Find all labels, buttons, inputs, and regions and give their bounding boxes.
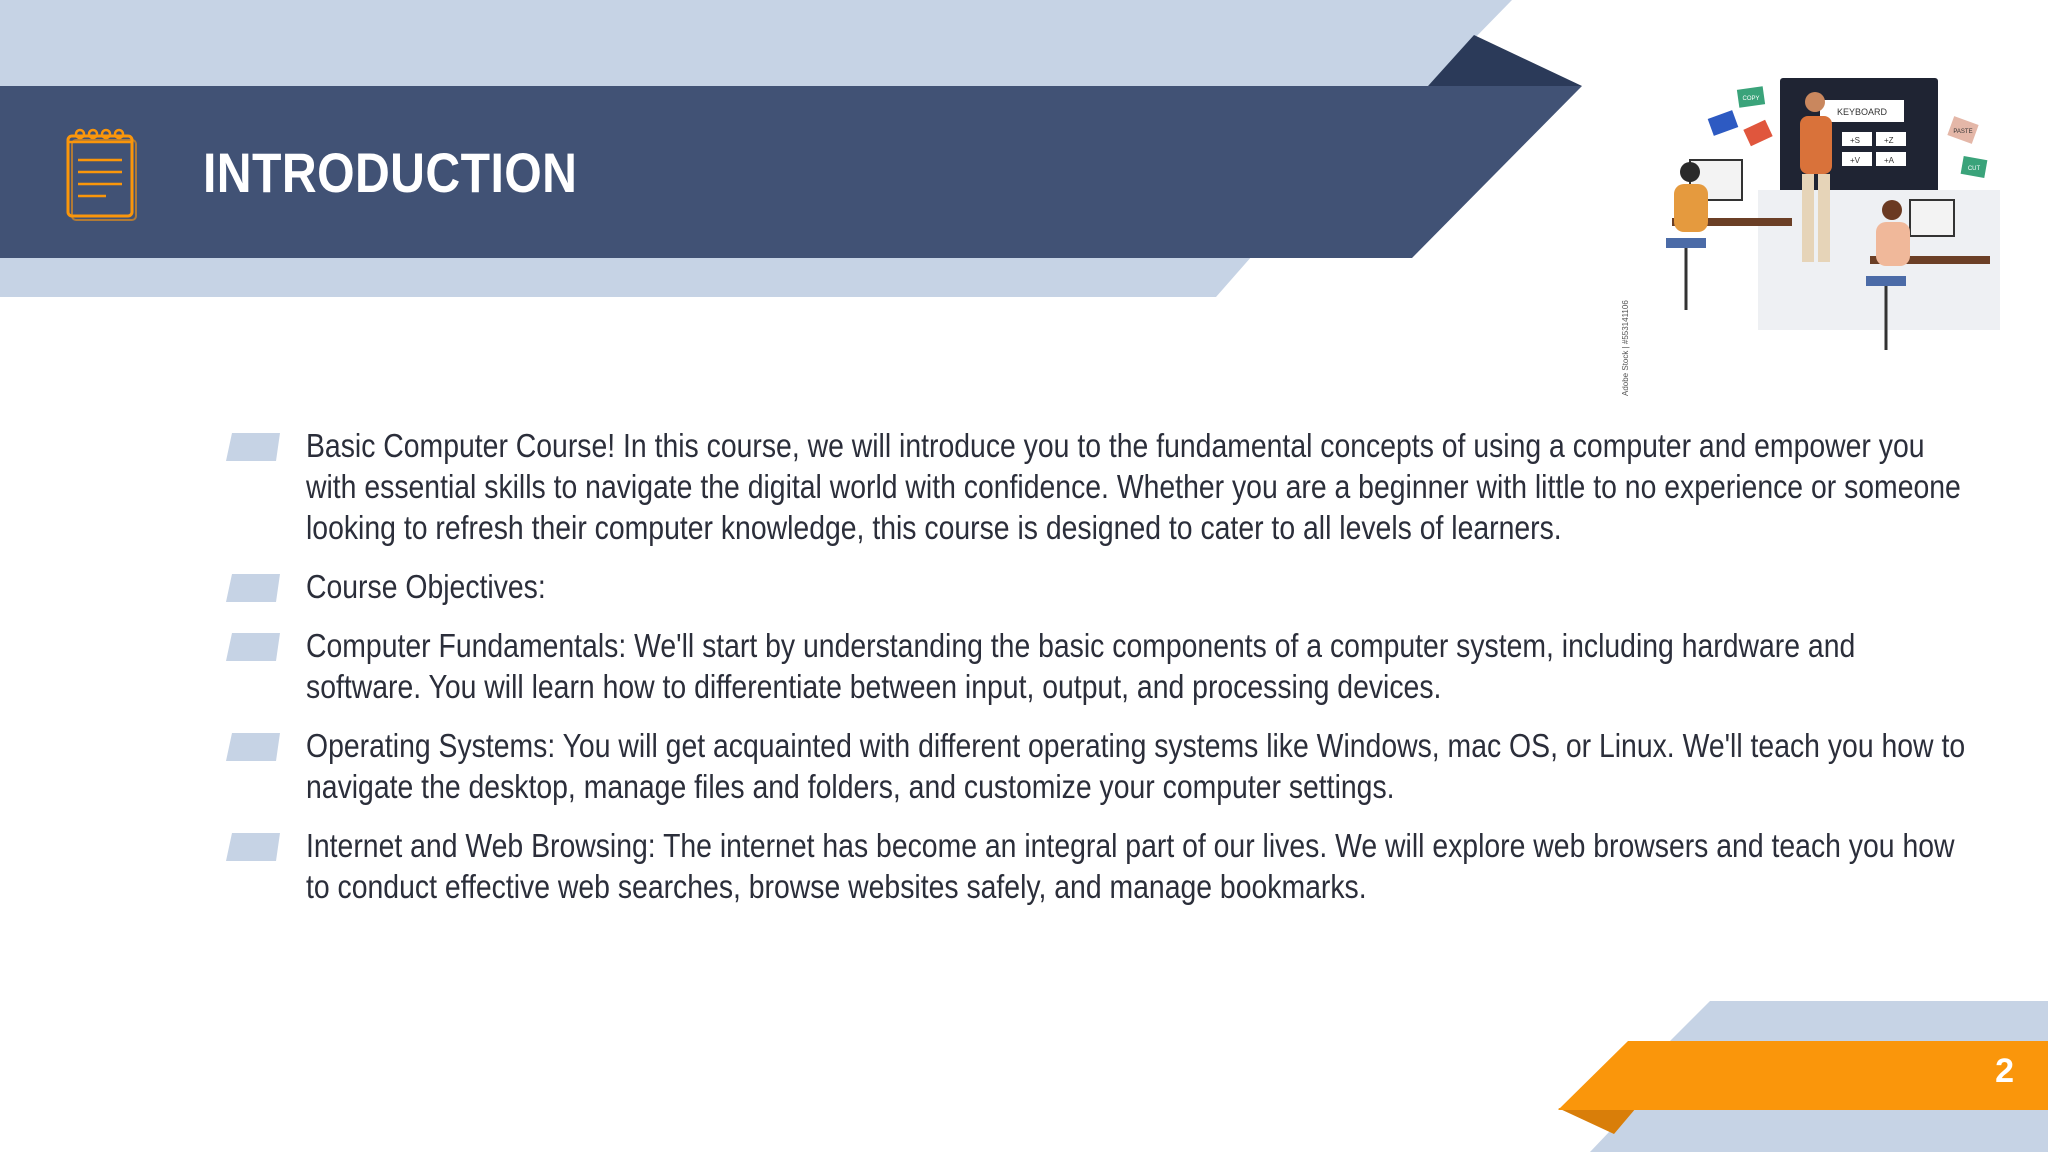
svg-text:+V: +V <box>1850 156 1861 165</box>
bullet-marker-icon <box>226 431 280 463</box>
computer-class-illustration <box>1610 70 2010 400</box>
list-item <box>226 425 1986 548</box>
list-item <box>226 725 1986 807</box>
header-light-band-bottom <box>0 256 1252 297</box>
bullet-text: Basic Computer Course! In this course, we will introduce you to the fundamental concepts of using a computer and empower you with essential skills to navigate the digital world with confidence. Whether you are a beginner with little to no experience or someone looking to refresh their computer knowledge, this course is designed to cater to all levels of learners. <box>306 427 1961 546</box>
bullet-text: Computer Fundamentals: We'll start by understanding the basic components of a computer system, including hardware and software. You will learn how to differentiate between input, output, and processing devices. <box>306 627 1856 705</box>
bullet-marker-icon <box>226 631 280 663</box>
svg-text:COPY: COPY <box>1742 96 1760 102</box>
footer-light-band-top <box>1670 1001 2048 1041</box>
footer-orange-band <box>1558 1041 2048 1110</box>
bullet-text: Course Objectives: <box>306 568 546 605</box>
header-light-band-top <box>0 0 1512 86</box>
svg-text:CUT: CUT <box>1967 166 1981 172</box>
page-number: 2 <box>1995 1052 2014 1090</box>
bullet-text: Operating Systems: You will get acquainted with different operating systems like Windows, mac OS, or Linux. We'll teach you how to navigate the desktop, manage files and folders, and customize your computer settings. <box>306 727 1966 805</box>
svg-text:+Z: +Z <box>1884 136 1894 145</box>
label-keyboard: KEYBOARD <box>1836 107 1888 117</box>
slide-title: INTRODUCTION <box>203 141 578 204</box>
bullet-marker-icon <box>226 572 280 604</box>
notepad-icon <box>62 126 140 222</box>
bullet-text: Internet and Web Browsing: The internet has become an integral part of our lives. We will explore web browsers and teach you how to conduct effective web searches, browse websites safely, and manage bookmarks. <box>306 827 1955 905</box>
svg-text:PASTE: PASTE <box>1953 129 1973 135</box>
list-item <box>226 825 1986 907</box>
svg-text:+S: +S <box>1850 136 1861 145</box>
list-item <box>226 625 1986 707</box>
bullet-list <box>226 425 1986 925</box>
illustration-watermark: Adobe Stock | #553141106 <box>1621 300 1630 396</box>
footer-light-band-bottom <box>1590 1110 2048 1152</box>
bullet-marker-icon <box>226 731 280 763</box>
list-item <box>226 566 1986 607</box>
bullet-marker-icon <box>226 831 280 863</box>
svg-text:+A: +A <box>1884 156 1895 165</box>
